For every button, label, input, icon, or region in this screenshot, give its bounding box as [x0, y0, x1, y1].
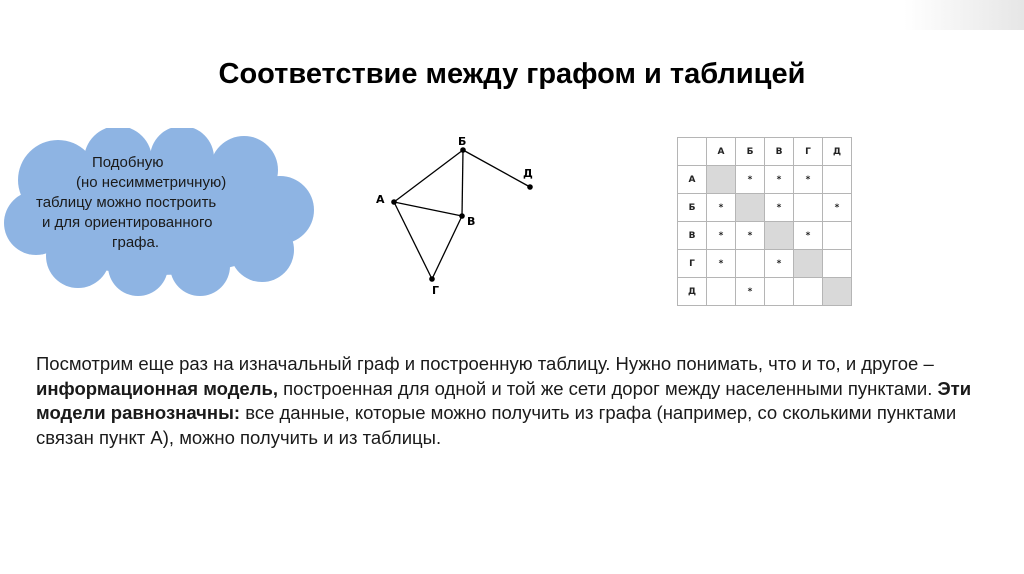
table-cell	[794, 278, 823, 306]
paragraph-text-3: все данные, которые можно получить из графа (например, со сколькими пунктами связан пункт А), можно получить и из таблицы.	[36, 402, 957, 448]
table-cell	[823, 250, 852, 278]
table-cell: *	[765, 166, 794, 194]
cloud-line-5: графа.	[112, 234, 160, 251]
column-header: Б	[736, 138, 765, 166]
table-cell: *	[736, 222, 765, 250]
table-cell: *	[823, 194, 852, 222]
row-header: Б	[678, 194, 707, 222]
column-header: А	[707, 138, 736, 166]
table-corner-cell	[678, 138, 707, 166]
edge-a-v	[394, 202, 462, 216]
paragraph-text-2: построенная для одной и той же сети дорог между населенными пунктами.	[278, 377, 938, 399]
table-cell: *	[765, 250, 794, 278]
cloud-line-3: таблицу можно построить	[36, 194, 217, 211]
paragraph-text-1: Посмотрим еще раз на изначальный граф и построенную таблицу. Нужно понимать, что и то, и другое –	[36, 353, 934, 374]
edge-b-d	[463, 150, 530, 187]
table-cell: *	[707, 250, 736, 278]
cloud-line-4: и для ориентированного	[42, 214, 213, 231]
table-cell	[823, 222, 852, 250]
cloud-text	[14, 153, 284, 253]
table-cell: *	[794, 166, 823, 194]
table-cell: *	[794, 222, 823, 250]
row-header: Д	[678, 278, 707, 306]
row-header: Г	[678, 250, 707, 278]
node-g	[429, 276, 435, 282]
table-cell	[794, 250, 823, 278]
node-label-d: Д	[523, 167, 533, 180]
table-row	[678, 222, 852, 250]
node-d	[527, 184, 533, 190]
body-paragraph	[36, 352, 996, 450]
column-header: Д	[823, 138, 852, 166]
row-header: А	[678, 166, 707, 194]
table-header-row	[678, 138, 852, 166]
column-header: В	[765, 138, 794, 166]
node-a	[391, 199, 397, 205]
corner-shade	[904, 0, 1024, 30]
table-cell: *	[707, 194, 736, 222]
table-cell	[765, 222, 794, 250]
table-cell	[736, 194, 765, 222]
table-row	[678, 166, 852, 194]
table-row	[678, 278, 852, 306]
table-row	[678, 250, 852, 278]
row-header: В	[678, 222, 707, 250]
edge-v-g	[432, 216, 462, 279]
node-label-v: В	[467, 215, 476, 228]
node-label-b: Б	[458, 135, 467, 148]
node-b	[460, 147, 466, 153]
table-row	[678, 194, 852, 222]
table-cell: *	[736, 166, 765, 194]
node-label-a: А	[376, 193, 385, 206]
table-cell	[736, 250, 765, 278]
table-cell	[823, 166, 852, 194]
node-v	[459, 213, 465, 219]
edge-a-g	[394, 202, 432, 279]
edge-a-b	[394, 150, 463, 202]
node-label-g: Г	[432, 284, 440, 297]
table-cell	[765, 278, 794, 306]
table-cell	[794, 194, 823, 222]
paragraph-bold-2: Эти модели равнозначны:	[36, 377, 972, 423]
table-cell: *	[765, 194, 794, 222]
table-cell	[707, 166, 736, 194]
edge-b-v	[462, 150, 463, 216]
table-cell: *	[707, 222, 736, 250]
paragraph-bold-1: информационная модель,	[36, 377, 278, 399]
table-cell	[707, 278, 736, 306]
adjacency-table	[677, 137, 852, 306]
slide-title: Соответствие между графом и таблицей	[218, 58, 806, 90]
cloud-line-2: (но несимметричную)	[76, 174, 227, 191]
table-cell: *	[736, 278, 765, 306]
cloud-line-1: Подобную	[92, 154, 164, 171]
cloud-callout	[0, 128, 320, 298]
column-header: Г	[794, 138, 823, 166]
table-cell	[823, 278, 852, 306]
graph-diagram	[370, 130, 570, 300]
